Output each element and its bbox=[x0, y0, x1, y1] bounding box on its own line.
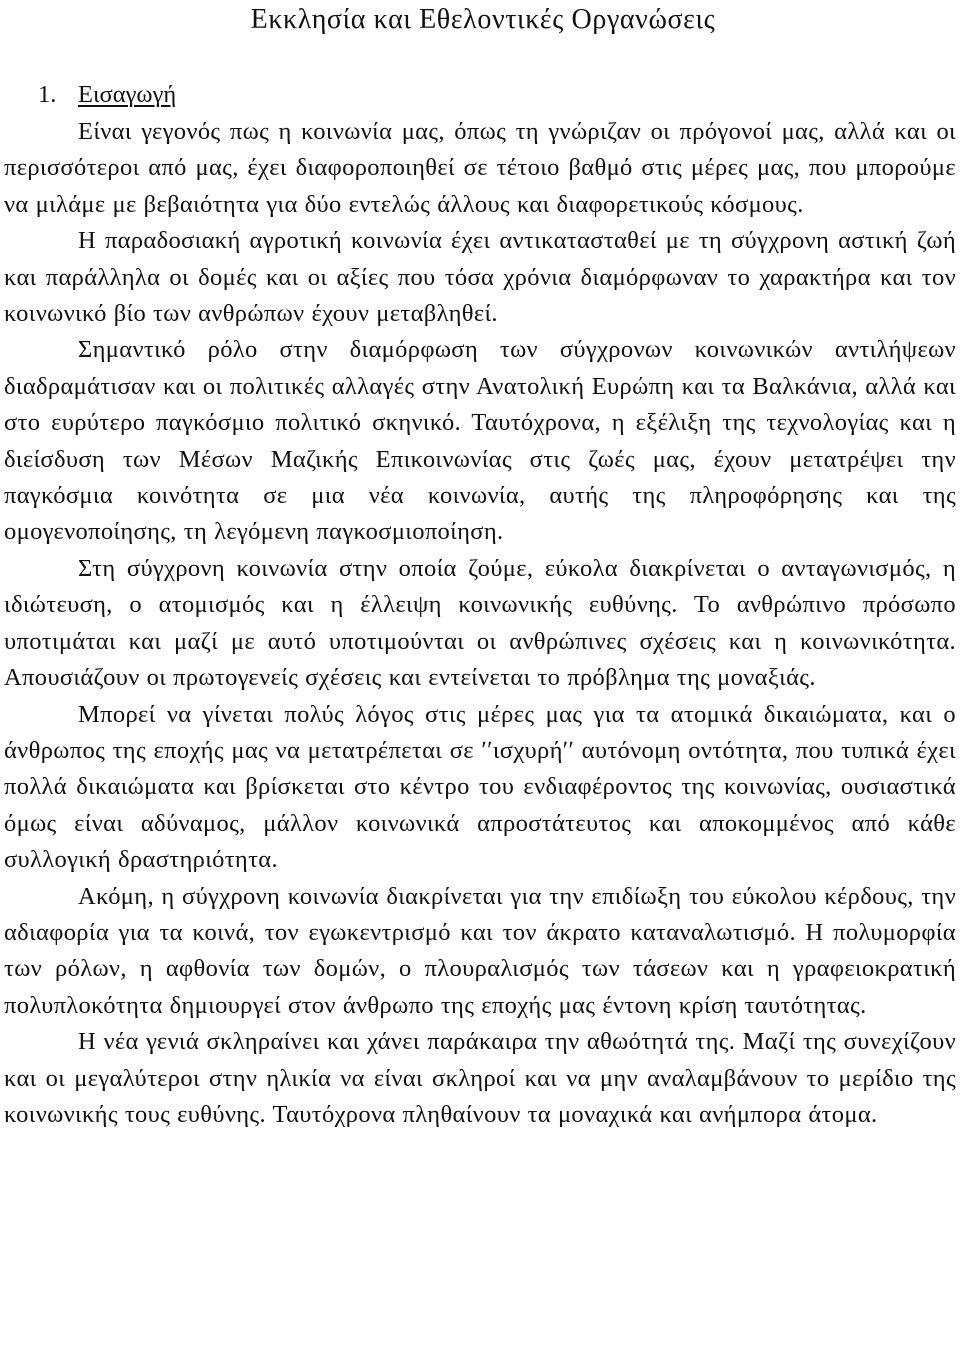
paragraph-6: Ακόμη, η σύγχρονη κοινωνία διακρίνεται για την επιδίωξη του εύκολου κέρδους, την αδιαφορία για τα κοινά, τον εγωκεντρισμό και τον άκρατο καταναλωτισμό. Η πολυμορφία των ρόλων, η αφθονία των δομών, ο πλουραλισμός των τάσεων και η γραφειοκρατική πολυπλοκότητα δημιουργεί στον άνθρωπο της εποχής μας έντονη κρίση ταυτότητας. bbox=[4, 882, 956, 1019]
paragraph-1: Είναι γεγονός πως η κοινωνία μας, όπως τη γνώριζαν οι πρόγονοί μας, αλλά και οι περισσότεροι από μας, έχει διαφοροποιηθεί σε τέτοιο βαθμό στις μέρες μας, που μπορούμε να μιλάμε με βεβαιότητα για δύο εντελώς άλλους και διαφορετικούς κόσμους. bbox=[4, 118, 956, 218]
paragraph-4: Στη σύγχρονη κοινωνία στην οποία ζούμε, εύκολα διακρίνεται ο ανταγωνισμός, η ιδιώτευση, ο ατομισμός και η έλλειψη κοινωνικής ευθύνης. Το ανθρώπινο πρόσωπο υποτιμάται και μαζί με αυτό υποτιμούνται οι ανθρώπινες σχέσεις και η κοινωνικότητα. Απουσιάζουν οι πρωτογενείς σχέσεις και εντείνεται το πρόβλημα της μοναξιάς. bbox=[4, 554, 956, 692]
paragraph-7: Η νέα γενιά σκληραίνει και χάνει παράκαιρα την αθωότητά της. Μαζί της συνεχίζουν και οι μεγαλύτεροι στην ηλικία να είναι σκληροί και να μην αναλαμβάνουν το μερίδιο της κοινωνικής τους ευθύνης. Ταυτόχρονα πληθαίνουν τα μοναχικά και ανήμπορα άτομα. bbox=[4, 1028, 956, 1128]
document-page bbox=[4, 0, 956, 1133]
paragraph-5: Μπορεί να γίνεται πολύς λόγος στις μέρες μας για τα ατομικά δικαιώματα, και ο άνθρωπος της εποχής μας να μετατρέπεται σε ʹʹισχυρήʹʹ αυτόνομη οντότητα, που τυπικά έχει πολλά δικαιώματα και βρίσκεται στο κέντρο του ενδιαφέροντος της κοινωνίας, ουσιαστικά όμως είναι αδύναμος, μάλλον κοινωνικά απροστάτευτος και αποκομμένος από κάθε συλλογική δραστηριότητα. bbox=[4, 700, 956, 874]
section-number: 1. bbox=[38, 81, 57, 108]
body-text bbox=[4, 114, 956, 1133]
section-heading bbox=[4, 76, 956, 114]
section-heading-label: Εισαγωγή bbox=[78, 81, 177, 108]
paragraph-3: Σημαντικό ρόλο στην διαμόρφωση των σύγχρονων κοινωνικών αντιλήψεων διαδραμάτισαν και οι πολιτικές αλλαγές στην Ανατολική Ευρώπη και τα Βαλκάνια, αλλά και στο ευρύτερο παγκόσμιο πολιτικό σκηνικό. Ταυτόχρονα, η εξέλιξη της τεχνολογίας και η διείσδυση των Μέσων Μαζικής Επικοινωνίας στις ζωές μας, έχουν μετατρέψει την παγκόσμια κοινότητα σε μια νέα κοινωνία, αυτής της πληροφόρησης και της ομογενοποίησης, τη λεγόμενη παγκοσμιοποίηση. bbox=[4, 336, 956, 546]
paragraph-2: Η παραδοσιακή αγροτική κοινωνία έχει αντικατασταθεί με τη σύγχρονη αστική ζωή και παράλληλα οι δομές και οι αξίες που τόσα χρόνια διαμόρφωναν το χαρακτήρα και τον κοινωνικό βίο των ανθρώπων έχουν μεταβληθεί. bbox=[4, 227, 956, 328]
document-title: Εκκλησία και Εθελοντικές Οργανώσεις bbox=[250, 4, 716, 35]
